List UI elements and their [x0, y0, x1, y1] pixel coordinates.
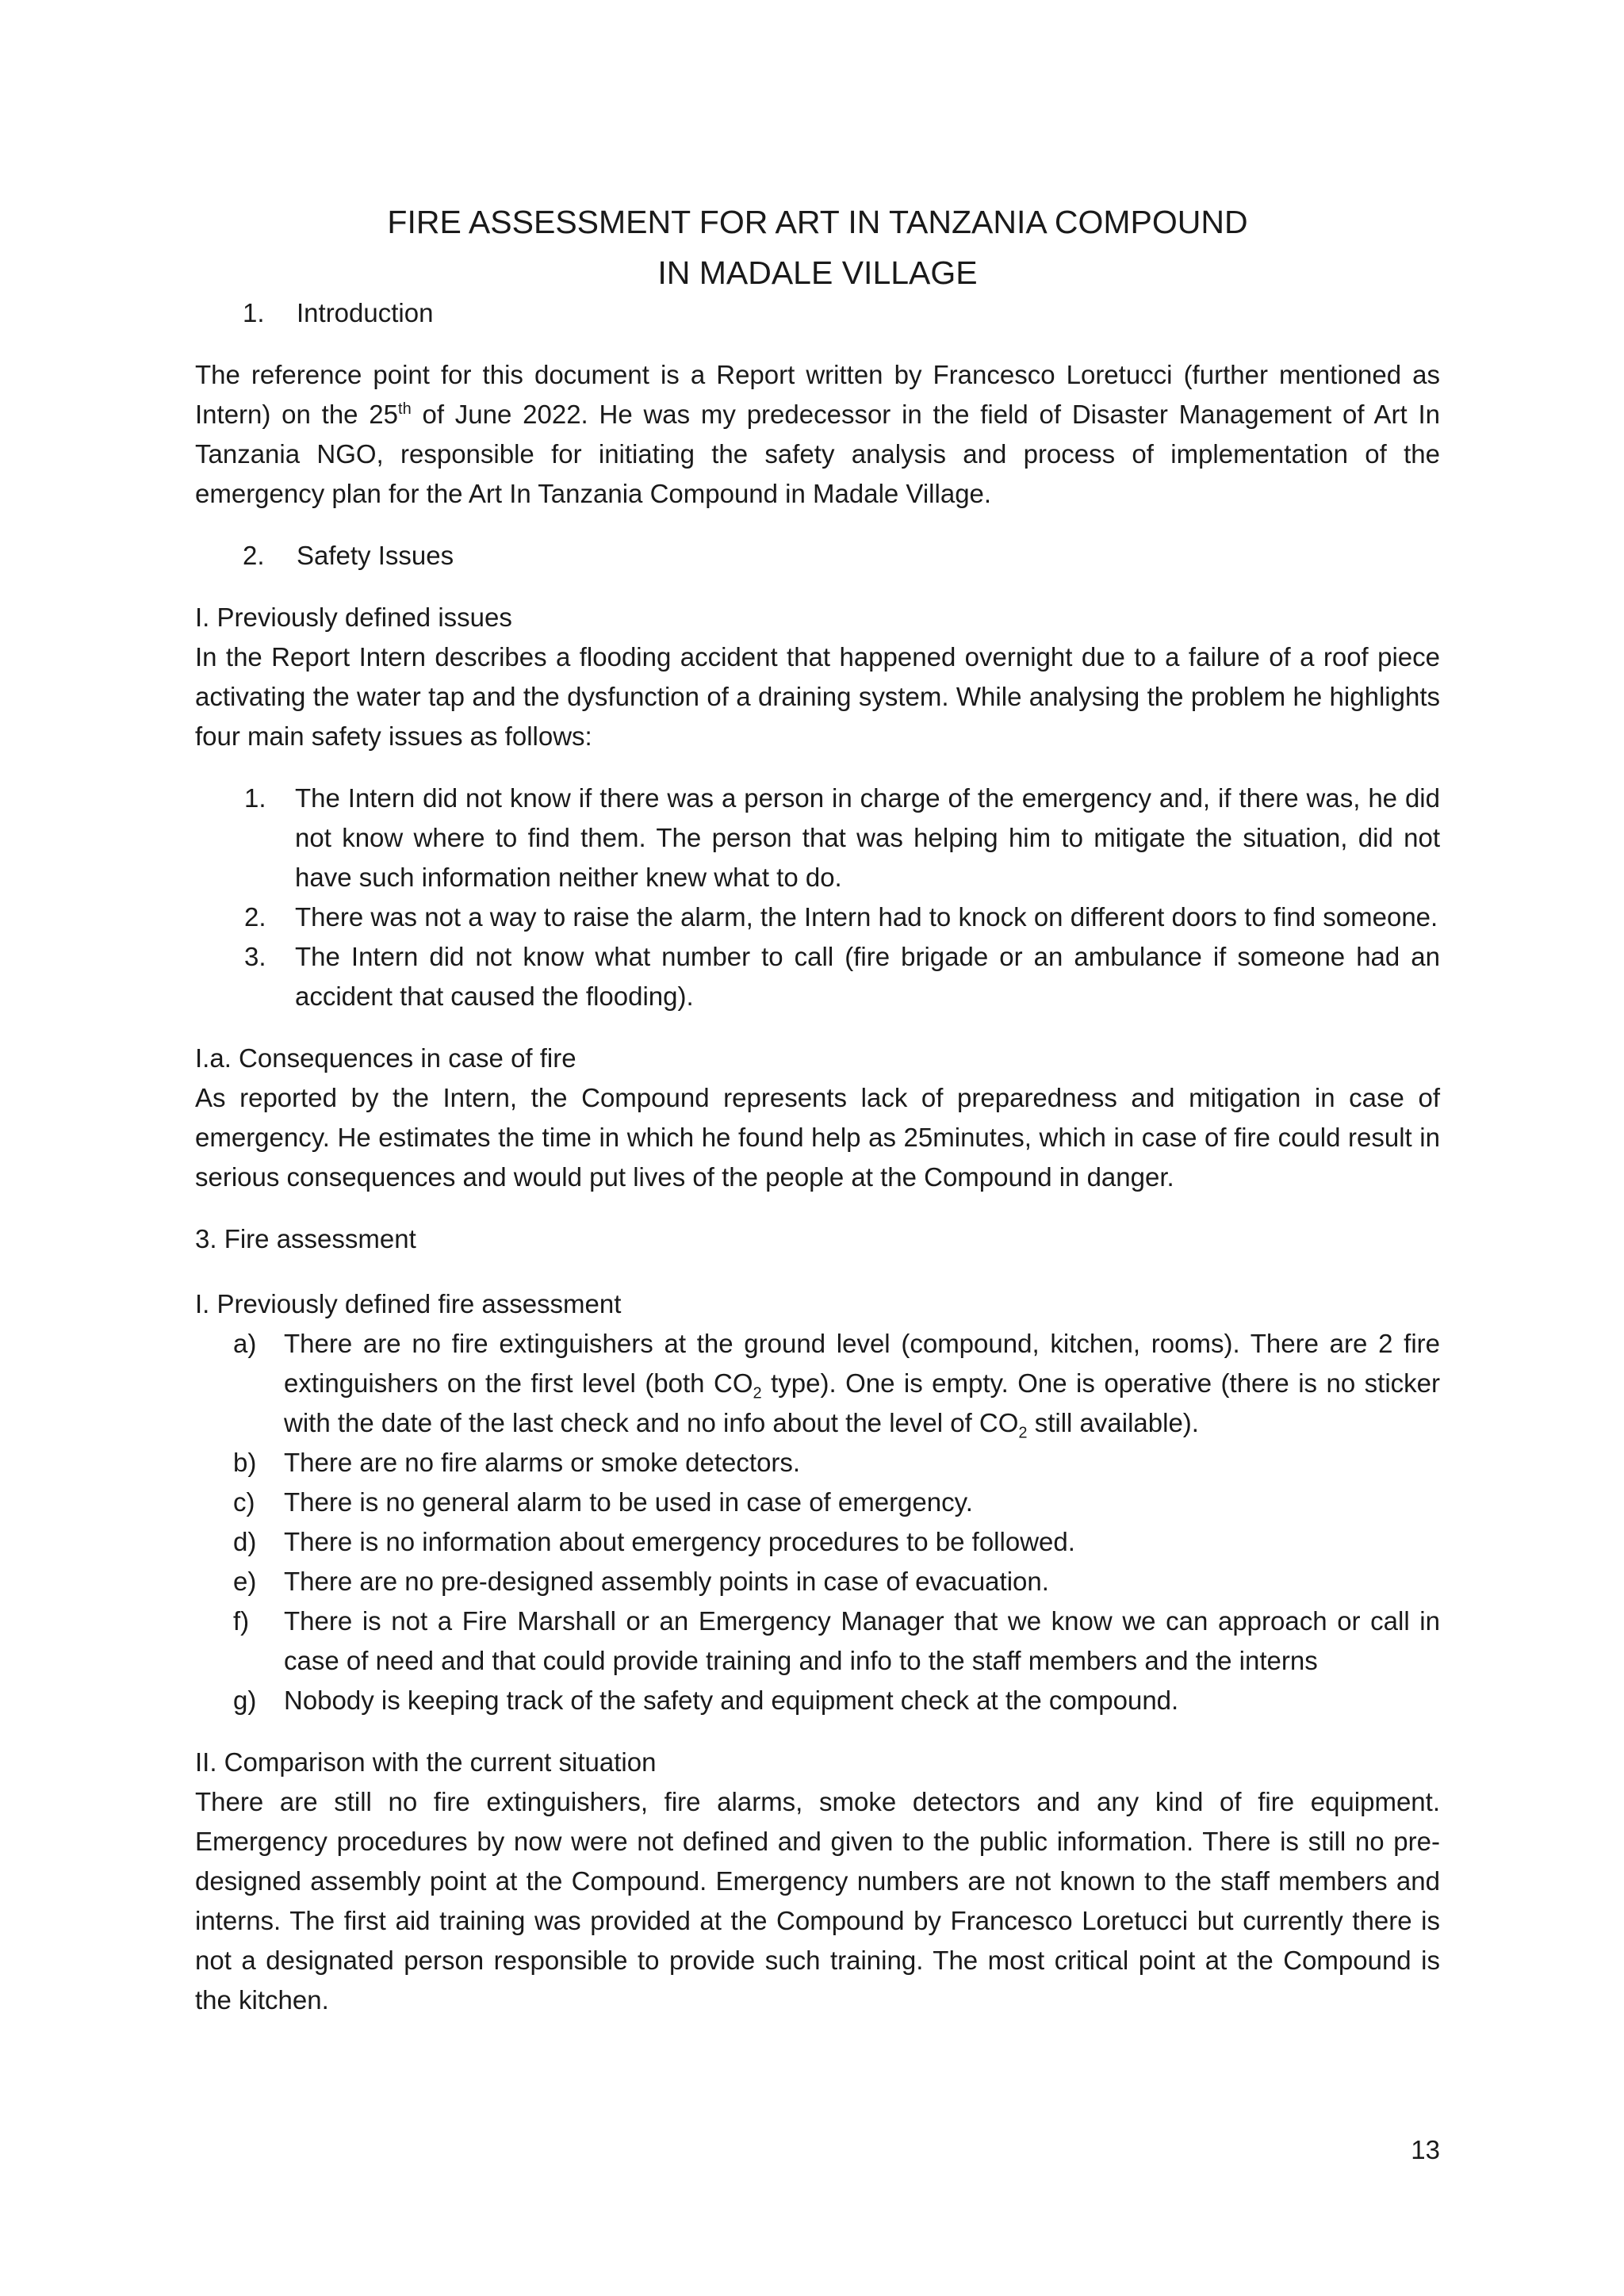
list-item [195, 897, 1440, 937]
list-item [195, 1562, 1440, 1601]
list-item-text: The Intern did not know what number to call (fire brigade or an ambulance if someone had an accident that caused the flooding). [295, 942, 1440, 1011]
introduction-paragraph [195, 355, 1440, 514]
intro-text-a: The reference point for this document is a Report written by Francesco Loretucci (further mentioned as Intern) on the 25 [195, 360, 1440, 429]
subheading-consequences: I.a. Consequences in case of fire [195, 1043, 576, 1073]
list-marker: b) [233, 1448, 257, 1477]
list-marker: d) [233, 1527, 257, 1556]
list-item [195, 1522, 1440, 1562]
list-item-text: There is not a Fire Marshall or an Emergency Manager that we know we can approach or call in case of need and that could provide training and info to the staff members and the interns [284, 1606, 1440, 1675]
subscript: 2 [753, 1384, 762, 1402]
list-marker: f) [233, 1606, 250, 1636]
document-title [195, 197, 1440, 298]
list-item-text: There are no pre-designed assembly points in case of evacuation. [284, 1567, 1049, 1596]
list-item [195, 1601, 1440, 1681]
intro-text-b: of June 2022. He was my predecessor in the field of Disaster Management of Art In Tanzania NGO, responsible for initiating the safety analysis and process of implementation of the emergency plan for the Art In Tanzania Compound in Madale Village. [195, 400, 1440, 508]
list-item-text: There was not a way to raise the alarm, the Intern had to knock on different doors to find someone. [295, 902, 1438, 932]
list-item [195, 779, 1440, 897]
page-number: 13 [1411, 2135, 1440, 2164]
intro-superscript: th [398, 400, 412, 418]
comparison-paragraph: There are still no fire extinguishers, fire alarms, smoke detectors and any kind of fire equipment. Emergency procedures by now were not defined and given to the public information. There is still no pre-designed assembly point at the Compound. Emergency numbers are not known to the staff members and interns. The first aid training was provided at the Compound by Francesco Loretucci but currently there is not a designated person responsible to provide such training. The most critical point at the Compound is the kitchen. [195, 1787, 1440, 2015]
list-item [195, 937, 1440, 1016]
issues-paragraph: In the Report Intern describes a flooding accident that happened overnight due to a failure of a roof piece activating the water tap and the dysfunction of a draining system. While analysing the problem he highlights four main safety issues as follows: [195, 642, 1440, 751]
list-marker: 3. [244, 942, 266, 971]
list-item [195, 1681, 1440, 1720]
list-marker: e) [233, 1567, 257, 1596]
subheading-previously-defined-issues: I. Previously defined issues [195, 603, 512, 632]
page-content [195, 197, 1440, 2020]
text-part: There are no fire extinguishers at the ground level (compound, kitchen, rooms). There are 2 fire extinguishers on the first level (both CO [284, 1329, 1440, 1398]
subheading-previous-fire-assessment: I. Previously defined fire assessment [195, 1289, 622, 1318]
list-item-text: Nobody is keeping track of the safety and equipment check at the compound. [284, 1686, 1179, 1715]
section-heading-safety-issues [195, 536, 1440, 576]
fire-assessment-list [195, 1324, 1440, 1720]
subheading-comparison: II. Comparison with the current situation [195, 1747, 657, 1777]
issues-list [195, 779, 1440, 1016]
list-item-text: There are no fire alarms or smoke detectors. [284, 1448, 801, 1477]
list-marker: 1. [244, 783, 266, 813]
section-label: Safety Issues [297, 541, 454, 570]
section-number: 1. [243, 298, 265, 327]
text-part: type). One is empty. One is operative (there is no sticker with the date of the last check and no info about the level of CO [284, 1368, 1440, 1437]
list-marker: a) [233, 1329, 257, 1358]
subscript: 2 [1018, 1424, 1028, 1442]
list-item-text [284, 1324, 1440, 1443]
section-label: Introduction [297, 298, 434, 327]
list-marker: g) [233, 1686, 257, 1715]
list-item [195, 1443, 1440, 1483]
list-marker: 2. [244, 902, 266, 932]
list-item-text: There is no information about emergency procedures to be followed. [284, 1527, 1075, 1556]
section-heading-fire-assessment: 3. Fire assessment [195, 1224, 416, 1253]
list-item-text: There is no general alarm to be used in case of emergency. [284, 1487, 973, 1517]
list-marker: c) [233, 1487, 255, 1517]
title-line-1: FIRE ASSESSMENT FOR ART IN TANZANIA COMPOUND [387, 204, 1248, 240]
section-heading-introduction [195, 293, 1440, 333]
list-item [195, 1324, 1440, 1443]
list-item-text: The Intern did not know if there was a person in charge of the emergency and, if there was, he did not know where to find them. The person that was helping him to mitigate the situation, did not have such information neither knew what to do. [295, 783, 1440, 892]
section-number: 2. [243, 541, 265, 570]
text-part: still available). [1027, 1408, 1199, 1437]
list-item [195, 1483, 1440, 1522]
title-line-2: IN MADALE VILLAGE [657, 254, 978, 291]
consequences-paragraph: As reported by the Intern, the Compound represents lack of preparedness and mitigation in case of emergency. He estimates the time in which he found help as 25minutes, which in case of fire could result in serious consequences and would put lives of the people at the Compound in danger. [195, 1083, 1440, 1192]
